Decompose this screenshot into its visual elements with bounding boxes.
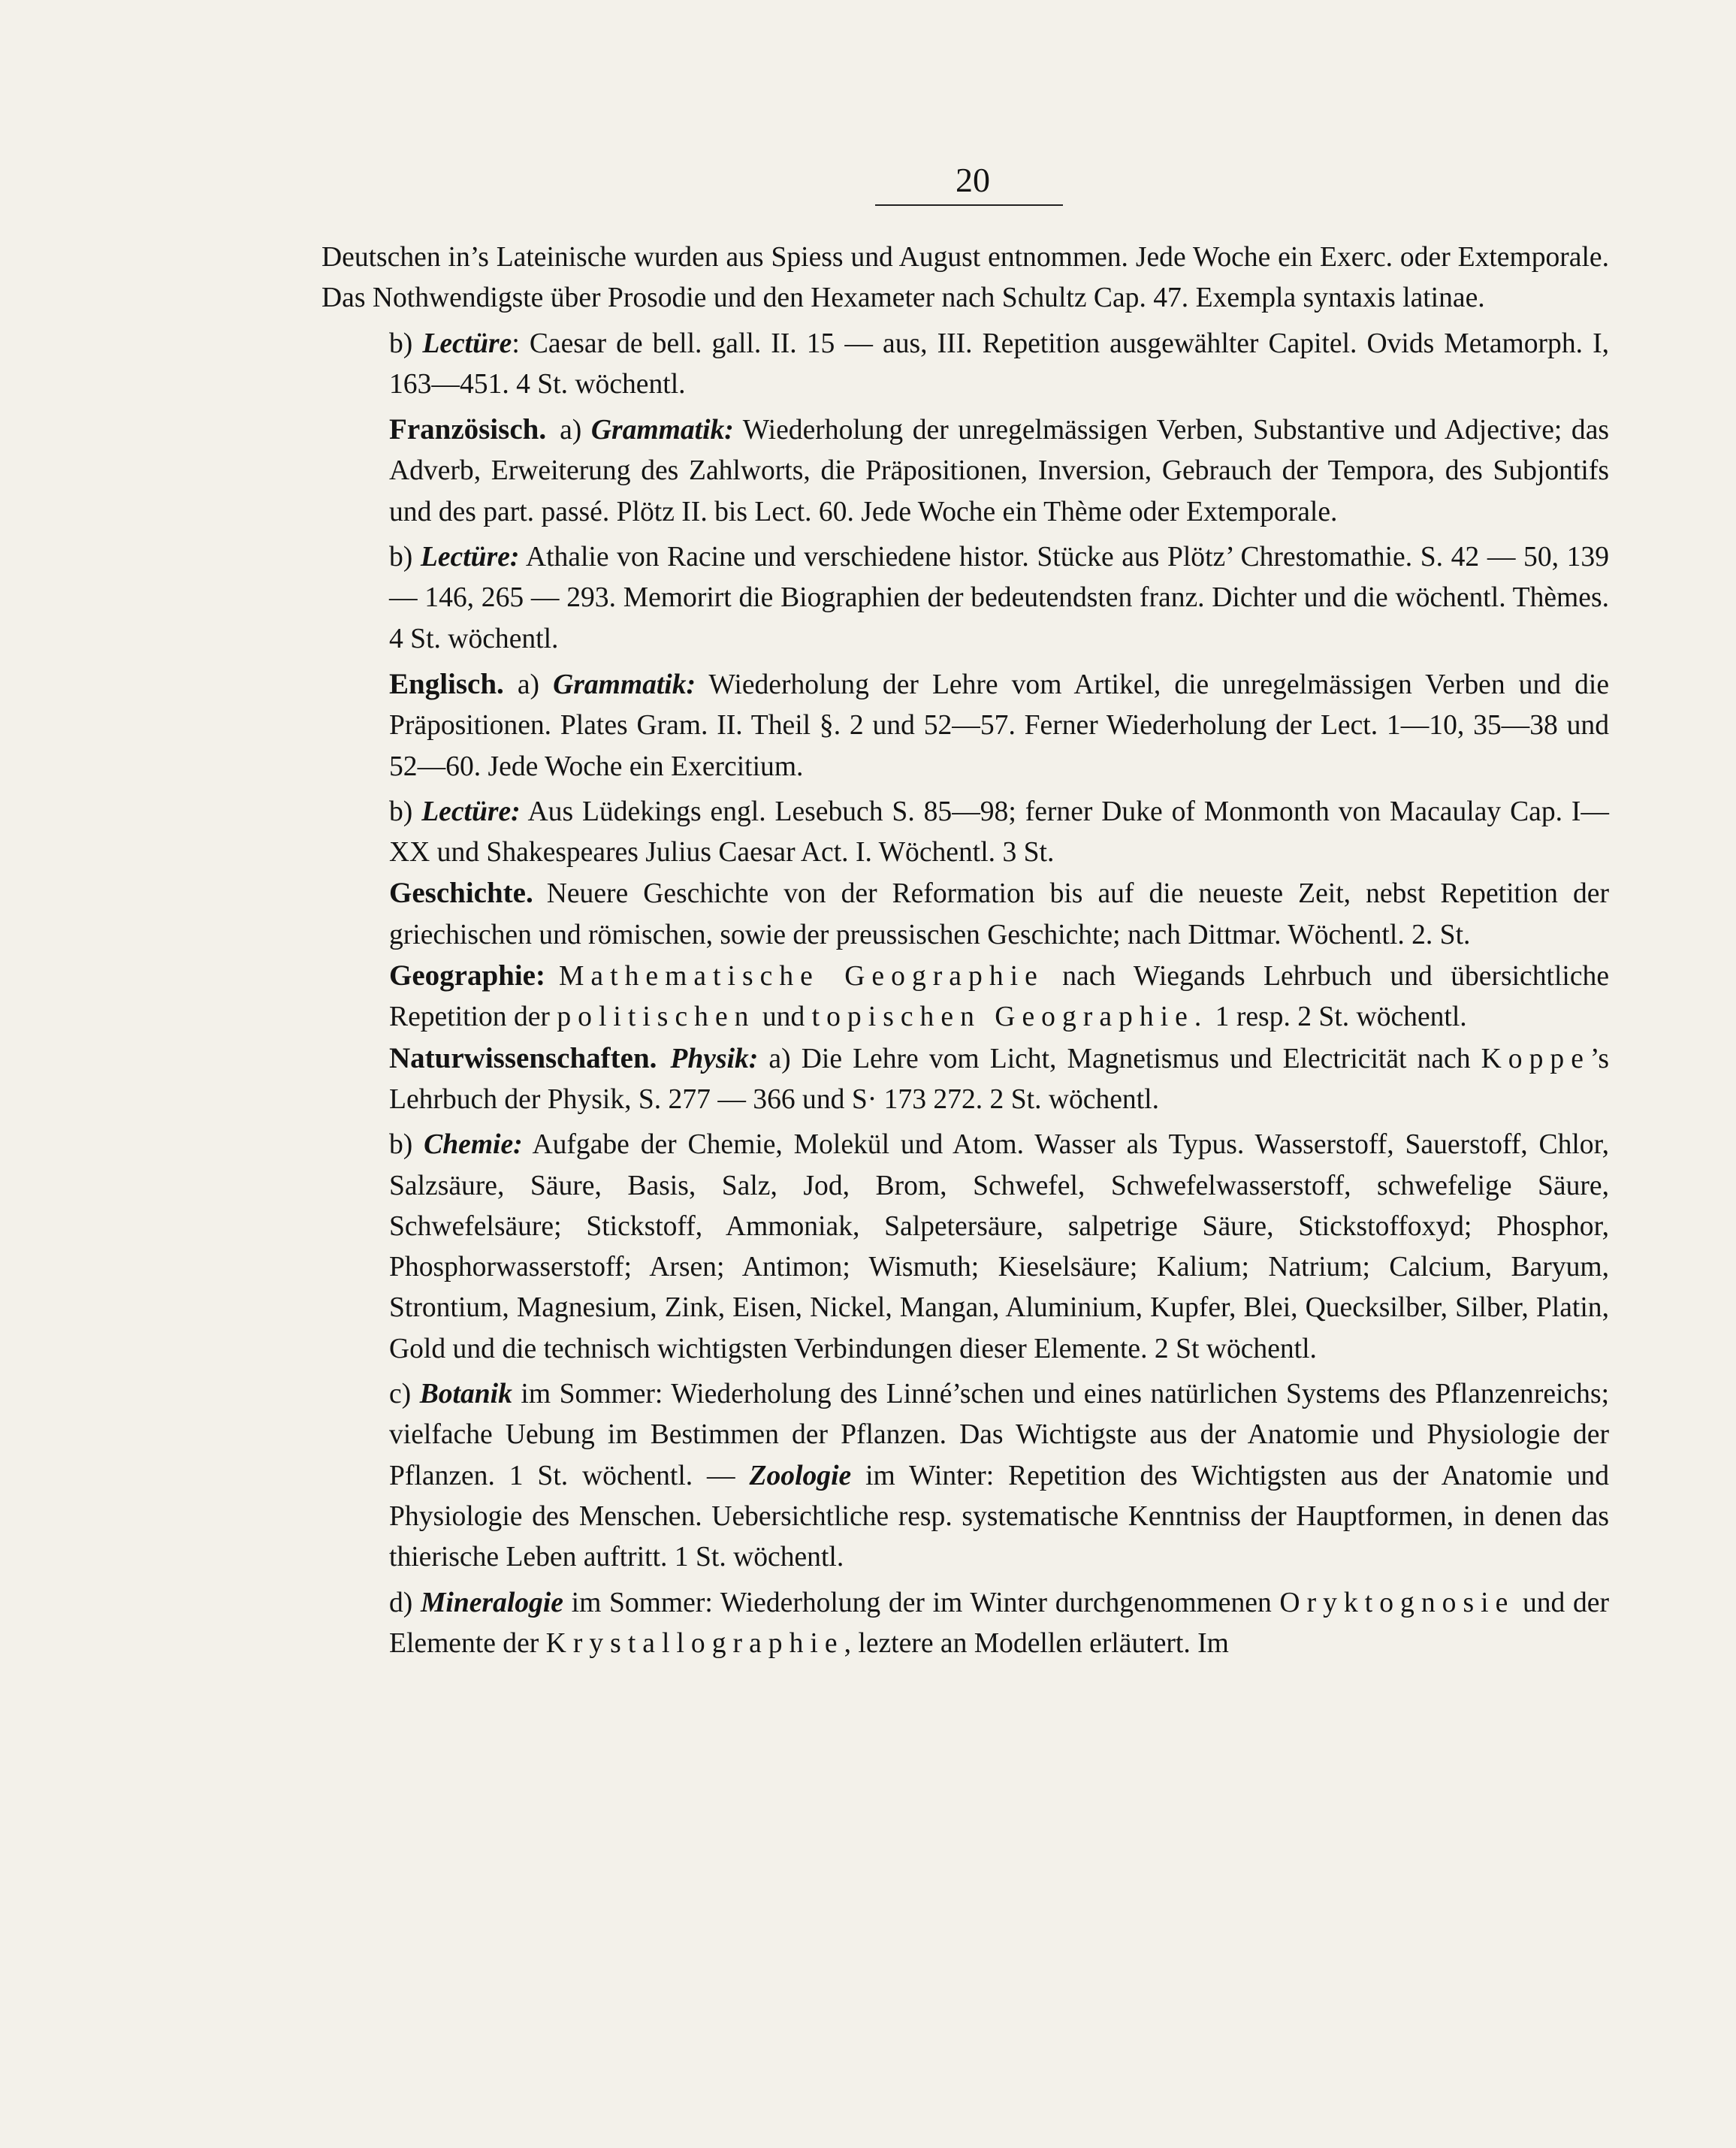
paragraph <box>322 873 1609 956</box>
text-run: ’s Lehrbuch der Physik, S. 277 — 366 und S· 173 272. 2 St. wöchentl. <box>389 1043 1609 1115</box>
text-run: im Sommer: Wiederholung des Linné’schen und eines natürlichen Systems des Pflanzenreichs; vielfache Uebung im Bestimmen der Pflanzen. Das Wichtigste aus der Anatomie und Physiologie der Pflanzen. 1 St. wöchentl. — <box>389 1379 1610 1491</box>
text-run: Wiederholung der Lehre vom Artikel, die unregelmässigen Verben und die Präpositionen. Plates Gram. II. Theil §. 2 und 52—57. Ferner Wiederholung der Lect. 1—10, 35—38 und 52—60. Jede Woche ein Exercitium. <box>389 669 1609 782</box>
text-run: b) <box>389 796 422 827</box>
text-run: a) <box>560 415 591 446</box>
body-text <box>322 237 1609 1664</box>
paragraph <box>322 1583 1609 1665</box>
paragraph <box>322 1038 1609 1121</box>
page-number: 20 <box>956 161 990 199</box>
text-run: a) <box>517 669 554 700</box>
text-run: im Sommer: Wiederholung der im Winter durchgenommenen <box>563 1587 1280 1618</box>
subheading: Grammatik: <box>590 415 734 446</box>
text-run: Athalie von Racine und verschiedene histor. Stücke aus Plötz’ Chrestomathie. S. 42 — 50, 139 — 146, 265 — 293. Memorirt die Biographien der bedeutendsten franz. Dichter und die wöchentl. Thèmes. 4 St. wöchentl. <box>389 542 1609 654</box>
subheading: Mineralogie <box>420 1587 563 1618</box>
subheading: Lectüre <box>422 328 512 359</box>
spaced-text: politischen <box>557 1001 756 1033</box>
subheading: Chemie: <box>424 1129 523 1161</box>
text-run: im Winter: Repetition des Wichtigsten aus der Anatomie und Physiologie des Menschen. Uebersichtliche resp. systematische Kenntniss der Hauptformen, in denen das thierische Leben auftritt. 1 St. wöchentl. <box>389 1460 1609 1573</box>
text-run: und der Elemente der <box>389 1587 1609 1659</box>
spaced-text: Mathematische Geographie <box>558 961 1044 992</box>
section-heading: Englisch. <box>389 667 504 700</box>
subheading: Grammatik: <box>553 669 696 700</box>
text-run: Aufgabe der Chemie, Molekül und Atom. Wasser als Typus. Wasserstoff, Sauerstoff, Chlor, Salzsäure, Säure, Basis, Salz, Jod, Brom, Schwefel, Schwefelwasserstoff, schwefelige Säure, Schwefelsäure; Stickstoff, Ammoniak, Salpetersäure, salpetrige Säure, Stickstoffoxyd; Phosphor, Phosphorwasserstoff; Arsen; Antimon; Wismuth; Kieselsäure; Kalium; Natrium; Calcium, Baryum, Strontium, Magnesium, Zink, Eisen, Nickel, Mangan, Aluminium, Kupfer, Blei, Quecksilber, Silber, Platin, Gold und die technisch wichtigsten Verbindungen dieser Elemente. 2 St wöchentl. <box>389 1129 1610 1364</box>
subheading: Botanik <box>419 1379 512 1410</box>
paragraph <box>322 664 1609 787</box>
paragraph <box>322 324 1609 406</box>
text-run: , leztere an Modellen erläutert. Im <box>844 1627 1229 1659</box>
spaced-text: Oryktognosie <box>1279 1587 1515 1618</box>
text-run: b) <box>389 1129 424 1161</box>
paragraph <box>322 956 1609 1038</box>
text-run: c) <box>389 1379 420 1410</box>
spaced-text: topischen Geographie. <box>811 1001 1209 1033</box>
text-run: Neuere Geschichte von der Reformation bis auf die neueste Zeit, nebst Repetition der griechischen und römischen, sowie der preussischen Geschichte; nach Dittmar. Wöchentl. 2. St. <box>389 878 1609 950</box>
text-run: Deutschen in’s Lateinische wurden aus Spiess und August entnommen. Jede Woche ein Exerc. oder Extemporale. Das Nothwendigste über Prosodie und den Hexameter nach Schultz Cap. 47. Exempla syntaxis latinae. <box>322 242 1609 314</box>
text-run: a) Die Lehre vom Licht, Magnetismus und Electricität nach <box>758 1043 1481 1074</box>
text-run: Wiederholung der unregelmässigen Verben, Substantive und Adjective; das Adverb, Erweiterung des Zahlworts, die Präpositionen, Inversion, Gebrauch der Tempora, des Subjontifs und des part. passé. Plötz II. bis Lect. 60. Jede Woche ein Thème oder Extemporale. <box>389 415 1609 527</box>
text-run: b) <box>389 542 421 573</box>
spaced-text: Krystallographie <box>545 1627 844 1659</box>
spaced-text: Koppe <box>1481 1043 1590 1074</box>
subheading: Zoologie <box>749 1460 852 1491</box>
section-heading: Französisch. <box>389 413 547 446</box>
text-run: : Caesar de bell. gall. II. 15 — aus, III. Repetition ausgewählter Capitel. Ovids Metamorph. I, 163—451. 4 St. wöchentl. <box>389 328 1609 400</box>
paragraph <box>322 537 1609 660</box>
section-heading: Geographie: <box>389 959 545 992</box>
subheading: Lectüre: <box>420 542 520 573</box>
text-run: nach Wiegands Lehrbuch und übersichtliche Repetition der <box>389 961 1609 1033</box>
text-run: und <box>755 1001 812 1033</box>
text-run: b) <box>389 328 423 359</box>
section-heading: Geschichte. <box>389 877 533 910</box>
section-heading: Naturwissenschaften. <box>389 1041 657 1074</box>
paragraph <box>322 237 1609 319</box>
header-rule <box>875 204 1063 206</box>
paragraph <box>322 409 1609 533</box>
subheading: Lectüre: <box>421 796 521 827</box>
text-run: 1 resp. 2 St. wöchentl. <box>1208 1001 1467 1033</box>
paragraph <box>322 1125 1609 1370</box>
paragraph <box>322 792 1609 874</box>
text-run: Aus Lüdekings engl. Lesebuch S. 85—98; ferner Duke of Monmonth von Macaulay Cap. I—XX und Shakespeares Julius Caesar Act. I. Wöchentl. 3 St. <box>389 796 1609 869</box>
text-run: d) <box>389 1587 421 1618</box>
subheading: Physik: <box>670 1043 759 1074</box>
paragraph <box>322 1374 1609 1578</box>
